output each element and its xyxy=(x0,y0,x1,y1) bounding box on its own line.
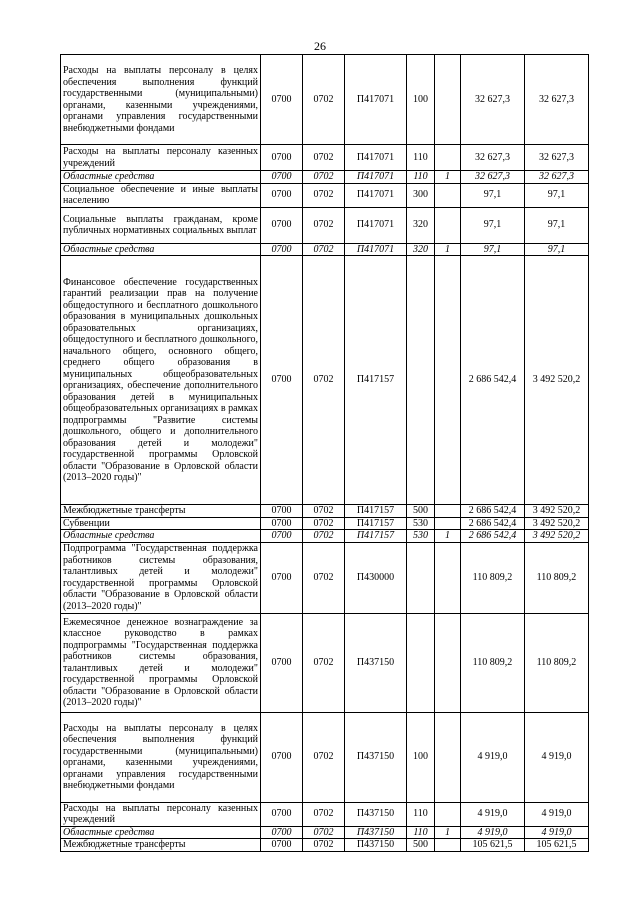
sum-year2-cell: 3 492 520,2 xyxy=(525,505,589,518)
sum-year1-cell: 2 686 542,4 xyxy=(461,505,525,518)
table-row xyxy=(61,145,589,171)
source-cell xyxy=(435,613,461,712)
sum-year2-cell: 97,1 xyxy=(525,207,589,243)
podrazdel-cell: 0702 xyxy=(303,542,345,613)
sum-year1-cell: 4 919,0 xyxy=(461,826,525,839)
table-row xyxy=(61,55,589,145)
table-row xyxy=(61,505,589,518)
sum-year1-cell: 32 627,3 xyxy=(461,55,525,145)
table-row xyxy=(61,530,589,543)
podrazdel-cell: 0702 xyxy=(303,55,345,145)
podrazdel-cell: 0702 xyxy=(303,505,345,518)
csr-cell: П417071 xyxy=(345,207,407,243)
csr-cell: П417157 xyxy=(345,505,407,518)
vr-cell: 320 xyxy=(407,243,435,256)
csr-cell: П417071 xyxy=(345,183,407,207)
sum-year1-cell: 110 809,2 xyxy=(461,613,525,712)
table-row xyxy=(61,256,589,505)
sum-year2-cell: 105 621,5 xyxy=(525,839,589,852)
vr-cell: 500 xyxy=(407,505,435,518)
table-row xyxy=(61,207,589,243)
vr-cell xyxy=(407,613,435,712)
source-cell xyxy=(435,839,461,852)
sum-year1-cell: 97,1 xyxy=(461,183,525,207)
source-cell xyxy=(435,183,461,207)
csr-cell: П417157 xyxy=(345,517,407,530)
table-row xyxy=(61,542,589,613)
vr-cell: 500 xyxy=(407,839,435,852)
source-cell xyxy=(435,712,461,802)
csr-cell: П417157 xyxy=(345,530,407,543)
sum-year2-cell: 32 627,3 xyxy=(525,145,589,171)
razdel-cell: 0700 xyxy=(261,55,303,145)
razdel-cell: 0700 xyxy=(261,171,303,184)
csr-cell: П417071 xyxy=(345,55,407,145)
csr-cell: П417071 xyxy=(345,145,407,171)
row-name: Межбюджетные трансферты xyxy=(61,839,261,852)
row-name: Расходы на выплаты персоналу в целях обеспечения выполнения функций государственными (муниципальными) органами, казенными учреждениями, органами управления государственными внебюджетными фондами xyxy=(61,712,261,802)
vr-cell: 320 xyxy=(407,207,435,243)
source-cell xyxy=(435,505,461,518)
table-row xyxy=(61,839,589,852)
csr-cell: П417071 xyxy=(345,171,407,184)
row-name: Областные средства xyxy=(61,826,261,839)
sum-year2-cell: 110 809,2 xyxy=(525,613,589,712)
sum-year1-cell: 97,1 xyxy=(461,207,525,243)
source-cell xyxy=(435,802,461,826)
vr-cell: 100 xyxy=(407,712,435,802)
razdel-cell: 0700 xyxy=(261,243,303,256)
sum-year2-cell: 32 627,3 xyxy=(525,55,589,145)
row-name: Социальное обеспечение и иные выплаты населению xyxy=(61,183,261,207)
source-cell: 1 xyxy=(435,530,461,543)
table-row xyxy=(61,171,589,184)
vr-cell: 110 xyxy=(407,145,435,171)
csr-cell: П437150 xyxy=(345,839,407,852)
source-cell: 1 xyxy=(435,171,461,184)
row-name: Расходы на выплаты персоналу казенных учреждений xyxy=(61,802,261,826)
csr-cell: П437150 xyxy=(345,613,407,712)
podrazdel-cell: 0702 xyxy=(303,243,345,256)
table-row xyxy=(61,826,589,839)
sum-year1-cell: 2 686 542,4 xyxy=(461,517,525,530)
source-cell xyxy=(435,256,461,505)
row-name: Финансовое обеспечение государственных гарантий реализации прав на получение общедоступного и бесплатного дошкольного образования в муниципальных дошкольных образовательных организациях, общедоступного и бесплатного дошкольного, начального общего, основного общего, среднего общего образования в муниципальных общеобразовательных организациях, обеспечение дополнительного образования детей в муниципальных общеобразовательных организациях в рамках подпрограммы "Развитие системы дошкольного, общего и дополнительного образования детей и молодежи" государственной программы Орловской области "Образование в Орловской области (2013–2020 годы)" xyxy=(61,256,261,505)
row-name: Областные средства xyxy=(61,171,261,184)
csr-cell: П437150 xyxy=(345,802,407,826)
source-cell xyxy=(435,517,461,530)
source-cell xyxy=(435,542,461,613)
sum-year2-cell: 3 492 520,2 xyxy=(525,517,589,530)
row-name: Ежемесячное денежное вознаграждение за классное руководство в рамках подпрограммы "Государственная поддержка работников системы образования, талантливых детей и молодежи" государственной программы Орловской области "Образование в Орловской области (2013–2020 годы)" xyxy=(61,613,261,712)
sum-year1-cell: 32 627,3 xyxy=(461,171,525,184)
sum-year2-cell: 4 919,0 xyxy=(525,712,589,802)
table-row xyxy=(61,802,589,826)
table-row xyxy=(61,517,589,530)
podrazdel-cell: 0702 xyxy=(303,183,345,207)
csr-cell: П417071 xyxy=(345,243,407,256)
source-cell: 1 xyxy=(435,243,461,256)
vr-cell: 300 xyxy=(407,183,435,207)
row-name: Подпрограмма "Государственная поддержка работников системы образования, талантливых детей и молодежи" государственной программы Орловской области "Образование в Орловской области (2013–2020 годы)" xyxy=(61,542,261,613)
row-name: Расходы на выплаты персоналу казенных учреждений xyxy=(61,145,261,171)
sum-year1-cell: 110 809,2 xyxy=(461,542,525,613)
sum-year1-cell: 105 621,5 xyxy=(461,839,525,852)
sum-year2-cell: 97,1 xyxy=(525,243,589,256)
sum-year2-cell: 110 809,2 xyxy=(525,542,589,613)
sum-year2-cell: 97,1 xyxy=(525,183,589,207)
sum-year1-cell: 4 919,0 xyxy=(461,802,525,826)
sum-year2-cell: 4 919,0 xyxy=(525,802,589,826)
budget-table xyxy=(60,54,589,852)
podrazdel-cell: 0702 xyxy=(303,145,345,171)
razdel-cell: 0700 xyxy=(261,145,303,171)
sum-year1-cell: 2 686 542,4 xyxy=(461,530,525,543)
razdel-cell: 0700 xyxy=(261,530,303,543)
podrazdel-cell: 0702 xyxy=(303,517,345,530)
vr-cell: 110 xyxy=(407,826,435,839)
razdel-cell: 0700 xyxy=(261,613,303,712)
podrazdel-cell: 0702 xyxy=(303,839,345,852)
source-cell xyxy=(435,207,461,243)
podrazdel-cell: 0702 xyxy=(303,712,345,802)
podrazdel-cell: 0702 xyxy=(303,826,345,839)
razdel-cell: 0700 xyxy=(261,505,303,518)
source-cell xyxy=(435,55,461,145)
razdel-cell: 0700 xyxy=(261,712,303,802)
razdel-cell: 0700 xyxy=(261,207,303,243)
row-name: Социальные выплаты гражданам, кроме публичных нормативных социальных выплат xyxy=(61,207,261,243)
table-row xyxy=(61,613,589,712)
sum-year2-cell: 3 492 520,2 xyxy=(525,256,589,505)
table-row xyxy=(61,712,589,802)
sum-year1-cell: 32 627,3 xyxy=(461,145,525,171)
row-name: Субвенции xyxy=(61,517,261,530)
podrazdel-cell: 0702 xyxy=(303,530,345,543)
vr-cell: 110 xyxy=(407,171,435,184)
row-name: Областные средства xyxy=(61,243,261,256)
csr-cell: П437150 xyxy=(345,712,407,802)
csr-cell: П437150 xyxy=(345,826,407,839)
razdel-cell: 0700 xyxy=(261,517,303,530)
razdel-cell: 0700 xyxy=(261,542,303,613)
razdel-cell: 0700 xyxy=(261,826,303,839)
sum-year1-cell: 2 686 542,4 xyxy=(461,256,525,505)
sum-year2-cell: 3 492 520,2 xyxy=(525,530,589,543)
sum-year2-cell: 32 627,3 xyxy=(525,171,589,184)
sum-year2-cell: 4 919,0 xyxy=(525,826,589,839)
podrazdel-cell: 0702 xyxy=(303,256,345,505)
razdel-cell: 0700 xyxy=(261,802,303,826)
podrazdel-cell: 0702 xyxy=(303,207,345,243)
vr-cell xyxy=(407,542,435,613)
vr-cell: 530 xyxy=(407,530,435,543)
podrazdel-cell: 0702 xyxy=(303,613,345,712)
podrazdel-cell: 0702 xyxy=(303,171,345,184)
razdel-cell: 0700 xyxy=(261,183,303,207)
source-cell xyxy=(435,145,461,171)
vr-cell: 100 xyxy=(407,55,435,145)
sum-year1-cell: 97,1 xyxy=(461,243,525,256)
vr-cell: 530 xyxy=(407,517,435,530)
row-name: Межбюджетные трансферты xyxy=(61,505,261,518)
razdel-cell: 0700 xyxy=(261,256,303,505)
razdel-cell: 0700 xyxy=(261,839,303,852)
page-number: 26 xyxy=(314,39,326,53)
row-name: Областные средства xyxy=(61,530,261,543)
podrazdel-cell: 0702 xyxy=(303,802,345,826)
table-row xyxy=(61,243,589,256)
csr-cell: П430000 xyxy=(345,542,407,613)
sum-year1-cell: 4 919,0 xyxy=(461,712,525,802)
vr-cell: 110 xyxy=(407,802,435,826)
source-cell: 1 xyxy=(435,826,461,839)
table-row xyxy=(61,183,589,207)
vr-cell xyxy=(407,256,435,505)
row-name: Расходы на выплаты персоналу в целях обеспечения выполнения функций государственными (муниципальными) органами, казенными учреждениями, органами управления государственными внебюджетными фондами xyxy=(61,55,261,145)
csr-cell: П417157 xyxy=(345,256,407,505)
